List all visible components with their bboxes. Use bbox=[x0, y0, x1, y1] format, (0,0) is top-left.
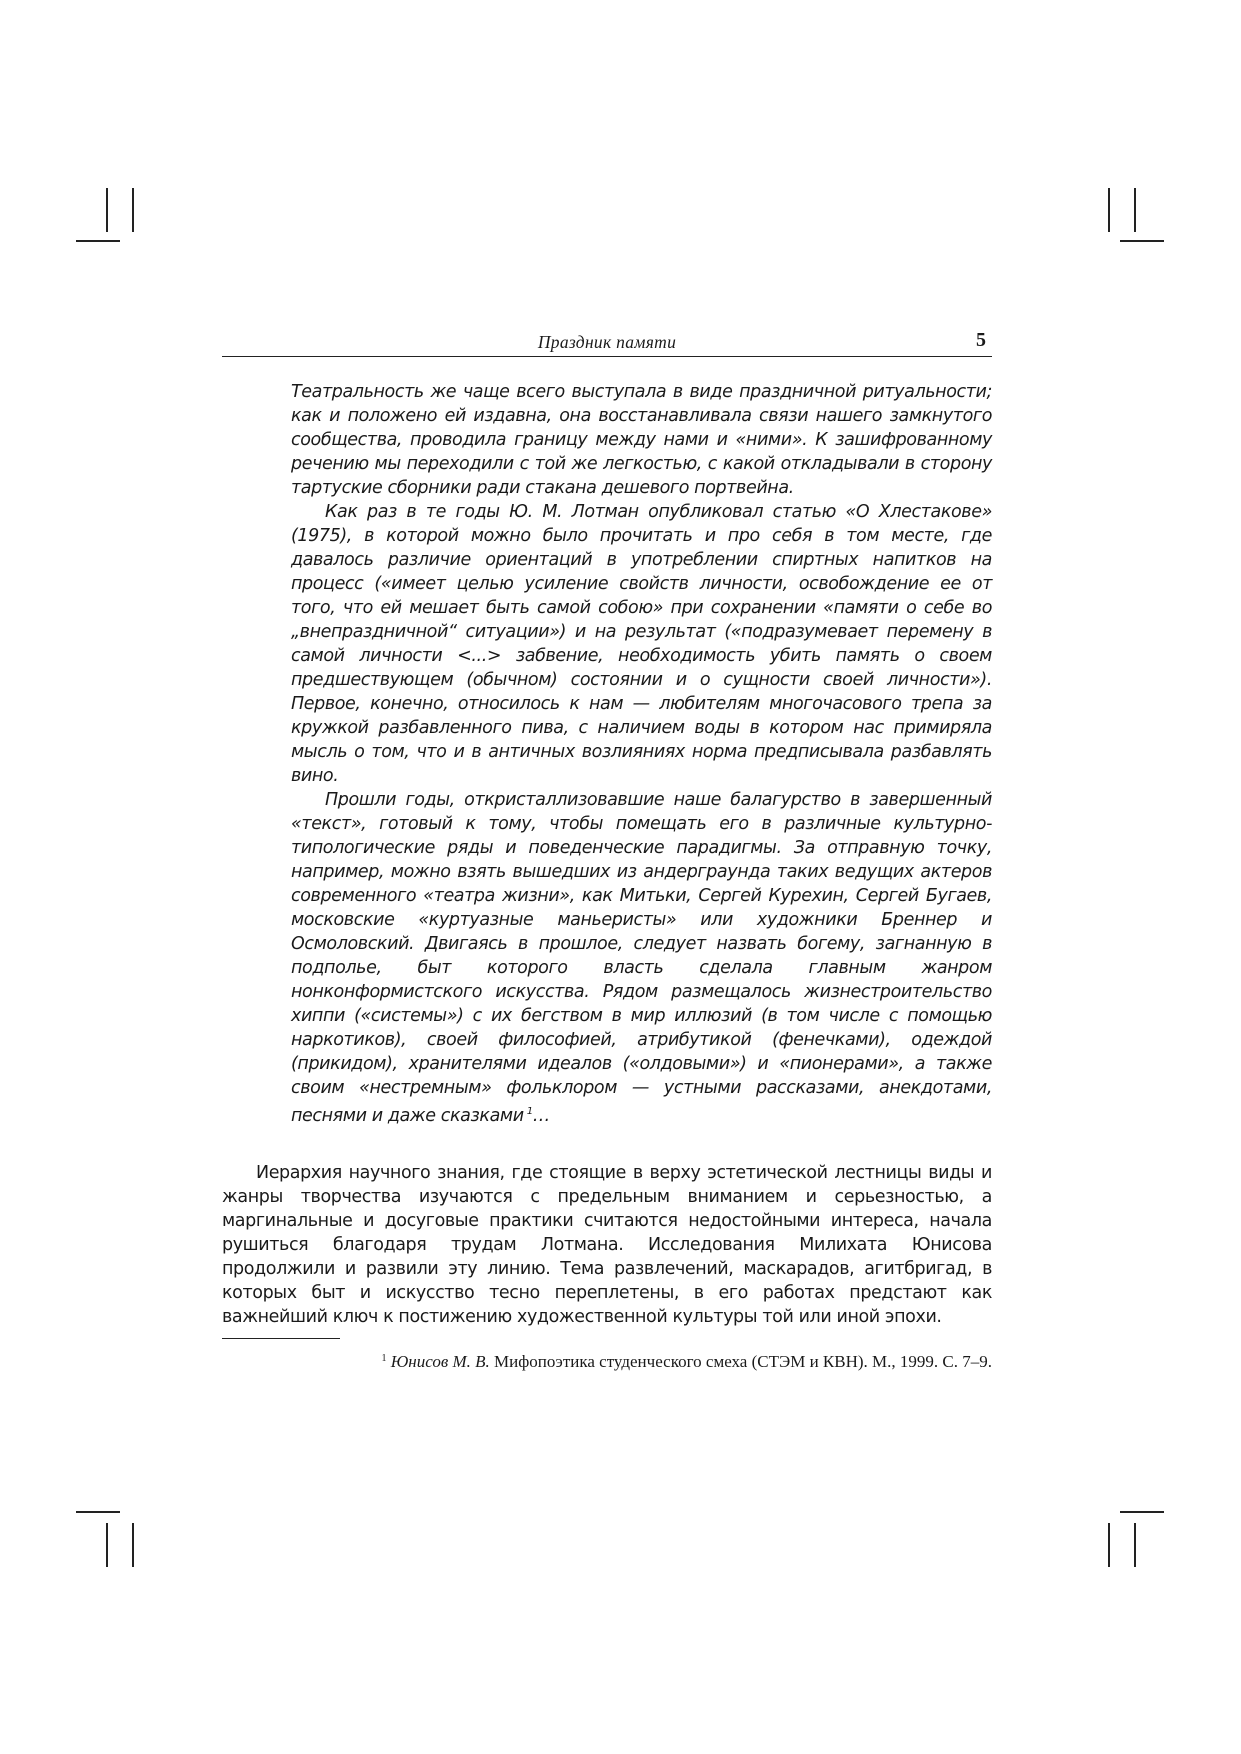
quote-paragraph-text: Прошли годы, откристаллизовавшие наше балагурство в завершенный «текст», готовый к тому, чтобы помещать его в различные культурно-типологические ряды и поведенческие парадигмы. За отправную точку, например, можно взять вышедших из андерграунда таких ведущих актеров современного «театра жизни», как Митьки, Сергей Курехин, Сергей Бугаев, московские «куртуазные маньеристы» или художники Бреннер и Осмоловский. Двигаясь в прошлое, следует назвать богему, загнанную в подполье, быт которого власть сделала главным жанром нонконформистского искусства. Рядом размещалось жизнестроительство хиппи («системы») с их бегством в мир иллюзий (в том числе с помощью наркотиков), своей философией, атрибутикой (фенечками), одеждой (прикидом), хранителями идеалов («олдовыми») и «пионерами», а также своим «нестремным» фольклором — устными рассказами, анекдотами, песнями и даже сказками bbox=[291, 790, 992, 1126]
running-title: Праздник памяти bbox=[537, 332, 677, 352]
crop-mark bbox=[1134, 1523, 1136, 1567]
quote-paragraph bbox=[291, 788, 992, 1128]
quote-ending: … bbox=[532, 1106, 550, 1126]
footnote-number: 1 bbox=[381, 1353, 387, 1364]
crop-mark bbox=[1108, 188, 1110, 232]
crop-mark bbox=[76, 240, 120, 242]
block-quote bbox=[291, 380, 992, 1128]
quote-paragraph: Как раз в те годы Ю. М. Лотман опубликовал статью «О Хлестакове» (1975), в которой можно было прочитать и про себя в том месте, где давалось различие ориентаций в употреблении спиртных напитков на процесс («имеет целью усиление свойств личности, освобождение ее от того, что ей мешает быть самой собою» при сохранении «памяти о себе во „внепраздничной“ ситуации») и на результат («подразумевает перемену в самой личности <...> забвение, необходимость убить память о своем предшествующем (обычном) состоянии и о сущности своей личности»). Первое, конечно, относилось к нам — любителям многочасового трепа за кружкой разбавленного пива, с наличием воды в котором нас примиряла мысль о том, что и в античных возлияниях норма предписывала разбавлять вино. bbox=[291, 502, 992, 786]
crop-mark bbox=[1120, 1511, 1164, 1513]
crop-mark bbox=[132, 188, 134, 232]
crop-mark bbox=[1108, 1523, 1110, 1567]
page-number: 5 bbox=[976, 329, 986, 351]
crop-mark bbox=[132, 1523, 134, 1567]
footnote-reference[interactable]: 1 bbox=[526, 1106, 533, 1117]
crop-mark bbox=[106, 1523, 108, 1567]
footnote-rule bbox=[222, 1338, 340, 1339]
running-header bbox=[222, 330, 992, 357]
body-paragraph: Иерархия научного знания, где стоящие в верху эстетической лестницы виды и жанры творчества изучаются с предельным вниманием и серьезностью, а маргинальные и досуговые практики считаются недостойными интереса, начала рушиться благодаря трудам Лотмана. Исследования Милихата Юнисова продолжили и развили эту линию. Тема развлечений, маскарадов, агитбригад, в которых быт и искусство тесно переплетены, в его работах предстают как важнейший ключ к постижению художественной культуры той или иной эпохи. bbox=[222, 1163, 992, 1327]
crop-mark bbox=[106, 188, 108, 232]
crop-mark bbox=[1120, 240, 1164, 242]
footnote-author: Юнисов М. В. bbox=[390, 1352, 490, 1371]
crop-mark bbox=[76, 1511, 120, 1513]
footnote bbox=[222, 1348, 992, 1373]
footnote-text: Мифопоэтика студенческого смеха (СТЭМ и КВН). М., 1999. С. 7–9. bbox=[494, 1352, 992, 1371]
crop-mark bbox=[1134, 188, 1136, 232]
body-text bbox=[222, 1161, 992, 1329]
quote-paragraph: Театральность же чаще всего выступала в виде праздничной ритуальности; как и положено ей издавна, она восстанавливала связи нашего замкнутого сообщества, проводила границу между нами и «ними». К зашифрованному речению мы переходили с той же легкостью, с какой откладывали в сторону тартуские сборники ради стакана дешевого портвейна. bbox=[291, 382, 992, 498]
